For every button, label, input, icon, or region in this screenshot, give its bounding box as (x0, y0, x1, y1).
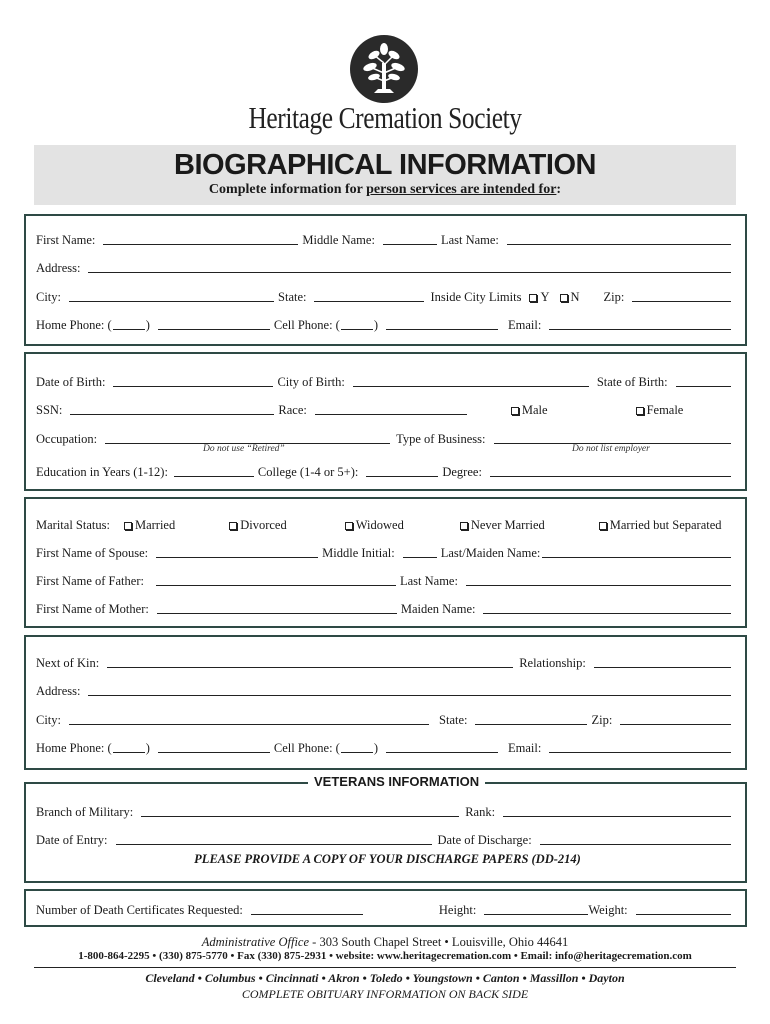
paren-close: ) (373, 318, 378, 332)
date-of-birth-label: Date of Birth: (36, 375, 106, 389)
kin-address-field[interactable] (88, 695, 731, 696)
checkbox-icon (460, 522, 468, 530)
row-branch (36, 804, 735, 820)
degree-label: Degree: (442, 465, 482, 479)
row-ssn (36, 402, 735, 418)
kin-zip-field[interactable] (620, 724, 731, 725)
spouse-first-field[interactable] (156, 557, 318, 558)
last-name-field[interactable] (507, 244, 731, 245)
business-hint: Do not list employer (572, 444, 650, 454)
org-name: Heritage Cremation Society (248, 100, 522, 135)
page-title: BIOGRAPHICAL INFORMATION (174, 149, 596, 181)
kin-state-label: State: (439, 713, 468, 727)
kin-home-phone-field[interactable] (158, 752, 270, 753)
relationship-field[interactable] (594, 667, 731, 668)
middle-initial-field[interactable] (403, 557, 437, 558)
row-kin-city (36, 712, 735, 728)
married-separated-label: Married but Separated (609, 518, 722, 532)
widowed-label: Widowed (355, 518, 404, 532)
divorced-checkbox[interactable] (229, 518, 287, 533)
home-phone-field[interactable] (158, 329, 270, 330)
footer-divider (34, 967, 736, 968)
type-of-business-label: Type of Business: (396, 432, 486, 446)
row-dates (36, 832, 735, 848)
kin-state-field[interactable] (475, 724, 587, 725)
city-field[interactable] (69, 301, 274, 302)
married-label: Married (134, 518, 176, 532)
cell-area-code-field[interactable] (341, 329, 373, 330)
row-education (36, 464, 735, 480)
cell-phone-field[interactable] (386, 329, 498, 330)
never-married-checkbox[interactable] (460, 518, 545, 533)
kin-home-phone-label: Home Phone: ( (36, 741, 112, 755)
checkbox-icon (345, 522, 353, 530)
middle-initial-label: Middle Initial: (322, 546, 395, 560)
date-discharge-field[interactable] (540, 844, 731, 845)
education-label: Education in Years (1-12): (36, 465, 168, 479)
date-of-birth-field[interactable] (113, 386, 273, 387)
veterans-title: VETERANS INFORMATION (308, 774, 485, 789)
male-checkbox[interactable] (511, 403, 548, 418)
date-entry-field[interactable] (116, 844, 432, 845)
checkbox-icon (229, 522, 237, 530)
state-label: State: (278, 290, 307, 304)
last-maiden-field[interactable] (542, 557, 731, 558)
female-checkbox[interactable] (636, 403, 684, 418)
kin-email-label: Email: (508, 741, 542, 755)
row-kin-address (36, 683, 735, 699)
row-city (36, 289, 735, 305)
female-label: Female (646, 403, 684, 417)
mother-first-label: First Name of Mother: (36, 602, 149, 616)
tree-logo-icon (350, 35, 418, 103)
office-line (0, 935, 770, 950)
marital-status-label: Marital Status: (36, 518, 110, 532)
city-label: City: (36, 290, 62, 304)
row-mother (36, 601, 735, 617)
last-maiden-label: Last/Maiden Name: (440, 546, 541, 560)
subtitle (34, 182, 736, 198)
married-checkbox[interactable] (124, 518, 175, 533)
race-label: Race: (278, 403, 307, 417)
state-field[interactable] (314, 301, 424, 302)
height-field[interactable] (484, 914, 588, 915)
row-spouse (36, 545, 735, 561)
back-side-note: COMPLETE OBITUARY INFORMATION ON BACK SIDE (241, 987, 529, 1001)
yes-label: Y (540, 290, 550, 304)
race-field[interactable] (315, 414, 467, 415)
weight-label: Weight: (588, 903, 628, 917)
father-first-field[interactable] (156, 585, 396, 586)
ssn-field[interactable] (70, 414, 274, 415)
office-label: Administrative Office (201, 935, 310, 949)
email-label: Email: (508, 318, 542, 332)
kin-email-field[interactable] (549, 752, 731, 753)
degree-field[interactable] (490, 476, 731, 477)
first-name-field[interactable] (103, 244, 298, 245)
row-kin-phones (36, 740, 735, 756)
personal-info-section (24, 214, 747, 346)
kin-city-label: City: (36, 713, 62, 727)
city-limits-no-checkbox[interactable] (560, 290, 580, 305)
college-label: College (1-4 or 5+): (257, 465, 359, 479)
college-field[interactable] (366, 476, 438, 477)
next-of-kin-section (24, 635, 747, 770)
discharge-note: PLEASE PROVIDE A COPY OF YOUR DISCHARGE PAPERS (DD-214) (194, 852, 581, 866)
height-label: Height: (438, 903, 477, 917)
checkbox-icon (124, 522, 132, 530)
zip-label: Zip: (603, 290, 625, 304)
address-field[interactable] (88, 272, 731, 273)
paren-close: ) (373, 741, 378, 755)
weight-field[interactable] (636, 914, 731, 915)
paren-close: ) (145, 318, 150, 332)
city-limits-yes-checkbox[interactable] (529, 290, 549, 305)
spouse-first-label: First Name of Spouse: (36, 546, 149, 560)
home-phone-label: Home Phone: ( (36, 318, 112, 332)
email-field[interactable] (549, 329, 731, 330)
subtitle-prefix: Complete information for (208, 182, 367, 197)
state-of-birth-label: State of Birth: (596, 375, 668, 389)
never-married-label: Never Married (470, 518, 545, 532)
contact-line: 1-800-864-2295 • (330) 875-5770 • Fax (330) 875-2931 • website: www.heritagecremation.com • Email: info@heritagecremation.com (78, 950, 692, 962)
occupation-label: Occupation: (36, 432, 98, 446)
city-of-birth-label: City of Birth: (277, 375, 345, 389)
kin-cell-area-code-field[interactable] (341, 752, 373, 753)
relationship-label: Relationship: (519, 656, 586, 670)
row-father (36, 573, 735, 589)
cities-line: Cleveland • Columbus • Cincinnati • Akron • Toledo • Youngstown • Canton • Massillon • Dayton (145, 971, 625, 985)
city-of-birth-field[interactable] (353, 386, 589, 387)
subtitle-suffix: : (556, 182, 562, 197)
date-discharge-label: Date of Discharge: (437, 833, 532, 847)
mother-maiden-label: Maiden Name: (400, 602, 476, 616)
row-names (36, 232, 735, 248)
inside-city-limits-label: Inside City Limits (430, 290, 522, 304)
no-label: N (570, 290, 580, 304)
death-certificates-label: Number of Death Certificates Requested: (36, 903, 243, 917)
checkbox-icon (560, 294, 568, 302)
education-field[interactable] (174, 476, 254, 477)
checkbox-icon (599, 522, 607, 530)
row-address (36, 260, 735, 276)
row-marital (36, 517, 735, 533)
veterans-section (24, 782, 747, 883)
married-separated-checkbox[interactable] (599, 518, 722, 533)
row-phones (36, 317, 735, 333)
mother-first-field[interactable] (157, 613, 397, 614)
male-label: Male (521, 403, 548, 417)
branch-field[interactable] (141, 816, 459, 817)
row-certificates (36, 902, 735, 918)
next-of-kin-label: Next of Kin: (36, 656, 100, 670)
rank-label: Rank: (465, 805, 496, 819)
checkbox-icon (529, 294, 537, 302)
death-certificates-field[interactable] (251, 914, 363, 915)
checkbox-icon (511, 407, 519, 415)
kin-city-field[interactable] (69, 724, 429, 725)
next-of-kin-field[interactable] (107, 667, 513, 668)
middle-name-label: Middle Name: (302, 233, 375, 247)
kin-address-label: Address: (36, 684, 81, 698)
divorced-label: Divorced (240, 518, 287, 532)
subtitle-underlined: person services are intended for (366, 182, 557, 197)
last-name-label: Last Name: (440, 233, 499, 247)
father-first-label: First Name of Father: (36, 574, 144, 588)
date-entry-label: Date of Entry: (36, 833, 108, 847)
middle-name-field[interactable] (383, 244, 437, 245)
ssn-label: SSN: (36, 403, 63, 417)
branch-label: Branch of Military: (36, 805, 134, 819)
rank-field[interactable] (503, 816, 731, 817)
certificates-section (24, 889, 747, 927)
father-last-label: Last Name: (399, 574, 458, 588)
father-last-field[interactable] (466, 585, 731, 586)
occupation-hint: Do not use “Retired” (203, 444, 285, 454)
cell-phone-label: Cell Phone: ( (273, 318, 340, 332)
office-address: - 303 South Chapel Street • Louisville, Ohio 44641 (309, 935, 569, 949)
checkbox-icon (636, 407, 644, 415)
kin-cell-phone-label: Cell Phone: ( (273, 741, 340, 755)
first-name-label: First Name: (36, 233, 96, 247)
address-label: Address: (36, 261, 81, 275)
home-area-code-field[interactable] (113, 329, 145, 330)
row-birth (36, 374, 735, 390)
title-band (34, 145, 736, 205)
zip-field[interactable] (632, 301, 731, 302)
mother-maiden-field[interactable] (483, 613, 731, 614)
family-info-section (24, 497, 747, 628)
birth-info-section (24, 352, 747, 491)
widowed-checkbox[interactable] (345, 518, 404, 533)
state-of-birth-field[interactable] (676, 386, 731, 387)
kin-home-area-code-field[interactable] (113, 752, 145, 753)
paren-close: ) (145, 741, 150, 755)
row-kin (36, 655, 735, 671)
kin-cell-phone-field[interactable] (386, 752, 498, 753)
kin-zip-label: Zip: (591, 713, 613, 727)
